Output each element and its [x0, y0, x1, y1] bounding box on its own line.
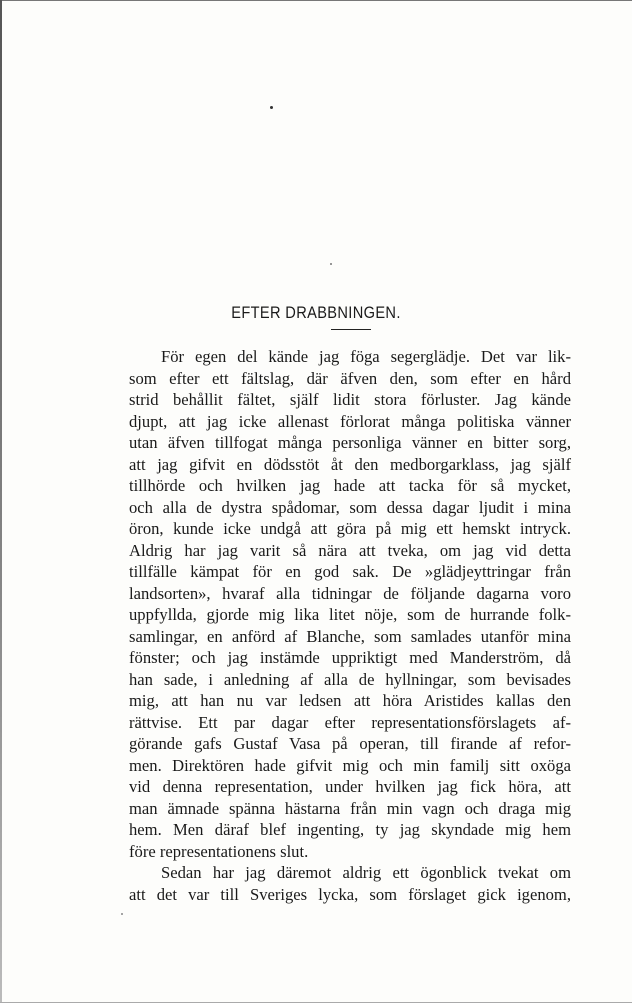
text-line: Sedan har jag däremot aldrig ett ögonblick tvekat om — [161, 863, 571, 882]
paragraph-1 — [129, 346, 571, 862]
text-line: samlingar, en anförd af Blanche, som samlades utanför mina — [129, 626, 571, 646]
text-line: strid behållit fältet, själf lidit stora förluster. Jag kände — [129, 390, 571, 409]
text-line: man ämnade spänna hästarna från min vagn och draga mig — [129, 798, 571, 818]
text-line: mig, att han nu var ledsen att höra Aristides kallas den — [129, 691, 571, 710]
text-line: utan äfven tillfogat många personliga vänner en bitter sorg, — [129, 433, 571, 452]
text-line: fönster; och jag instämde uppriktigt med Manderström, då — [129, 648, 571, 667]
text-line: rättvise. Ett par dagar efter representationsförslagets af- — [129, 712, 571, 732]
title-rule — [331, 329, 371, 330]
text-line: att jag gifvit en dödsstöt åt den medborgarklass, jag själf — [129, 454, 571, 474]
text-line: görande gafs Gustaf Vasa på operan, till firande af refor- — [129, 734, 571, 753]
text-line: och alla de dystra spådomar, som dessa dagar ljudit i mina — [129, 497, 571, 517]
text-line: landsorten», hvaraf alla tidningar de följande dagarna voro — [129, 583, 571, 603]
text-line: som efter ett fältslag, där äfven den, som efter en hård — [129, 368, 571, 388]
body-text — [129, 346, 571, 905]
scan-left-edge — [0, 0, 2, 1003]
text-line: uppfyllda, gjorde mig lika litet nöje, som de hurrande folk- — [129, 605, 571, 624]
text-line: före representationens slut. — [129, 841, 309, 861]
scan-speck — [121, 913, 123, 915]
text-line: djupt, att jag icke allenast förlorat många politiska vänner — [129, 411, 571, 431]
text-line: Aldrig har jag varit så nära att tveka, om jag vid detta — [129, 540, 571, 560]
text-line: han sade, i anledning af alla de hyllningar, som bevisades — [129, 669, 571, 689]
text-line: men. Direktören hade gifvit mig och min familj sitt oxöga — [129, 755, 571, 775]
scan-top-edge — [0, 0, 632, 1]
text-line: tillfälle kämpat för en god sak. De »glädjeyttringar från — [129, 562, 571, 581]
text-line: hem. Men däraf blef ingenting, ty jag skyndade mig hem — [129, 820, 571, 839]
text-line: att det var till Sveriges lycka, som förslaget gick igenom, — [129, 884, 571, 904]
paragraph-2 — [129, 862, 571, 905]
text-line: vid denna representation, under hvilken jag fick höra, att — [129, 777, 571, 796]
chapter-title: EFTER DRABBNINGEN. — [231, 303, 401, 323]
text-line: tillhörde och hvilken jag hade att tacka för så mycket, — [129, 476, 571, 495]
text-line: För egen del kände jag föga segerglädje. Det var lik- — [161, 347, 571, 366]
text-line: öron, kunde icke undgå att göra på mig ett hemskt intryck. — [129, 519, 571, 538]
scan-speck — [330, 263, 332, 265]
scan-speck — [270, 106, 273, 109]
